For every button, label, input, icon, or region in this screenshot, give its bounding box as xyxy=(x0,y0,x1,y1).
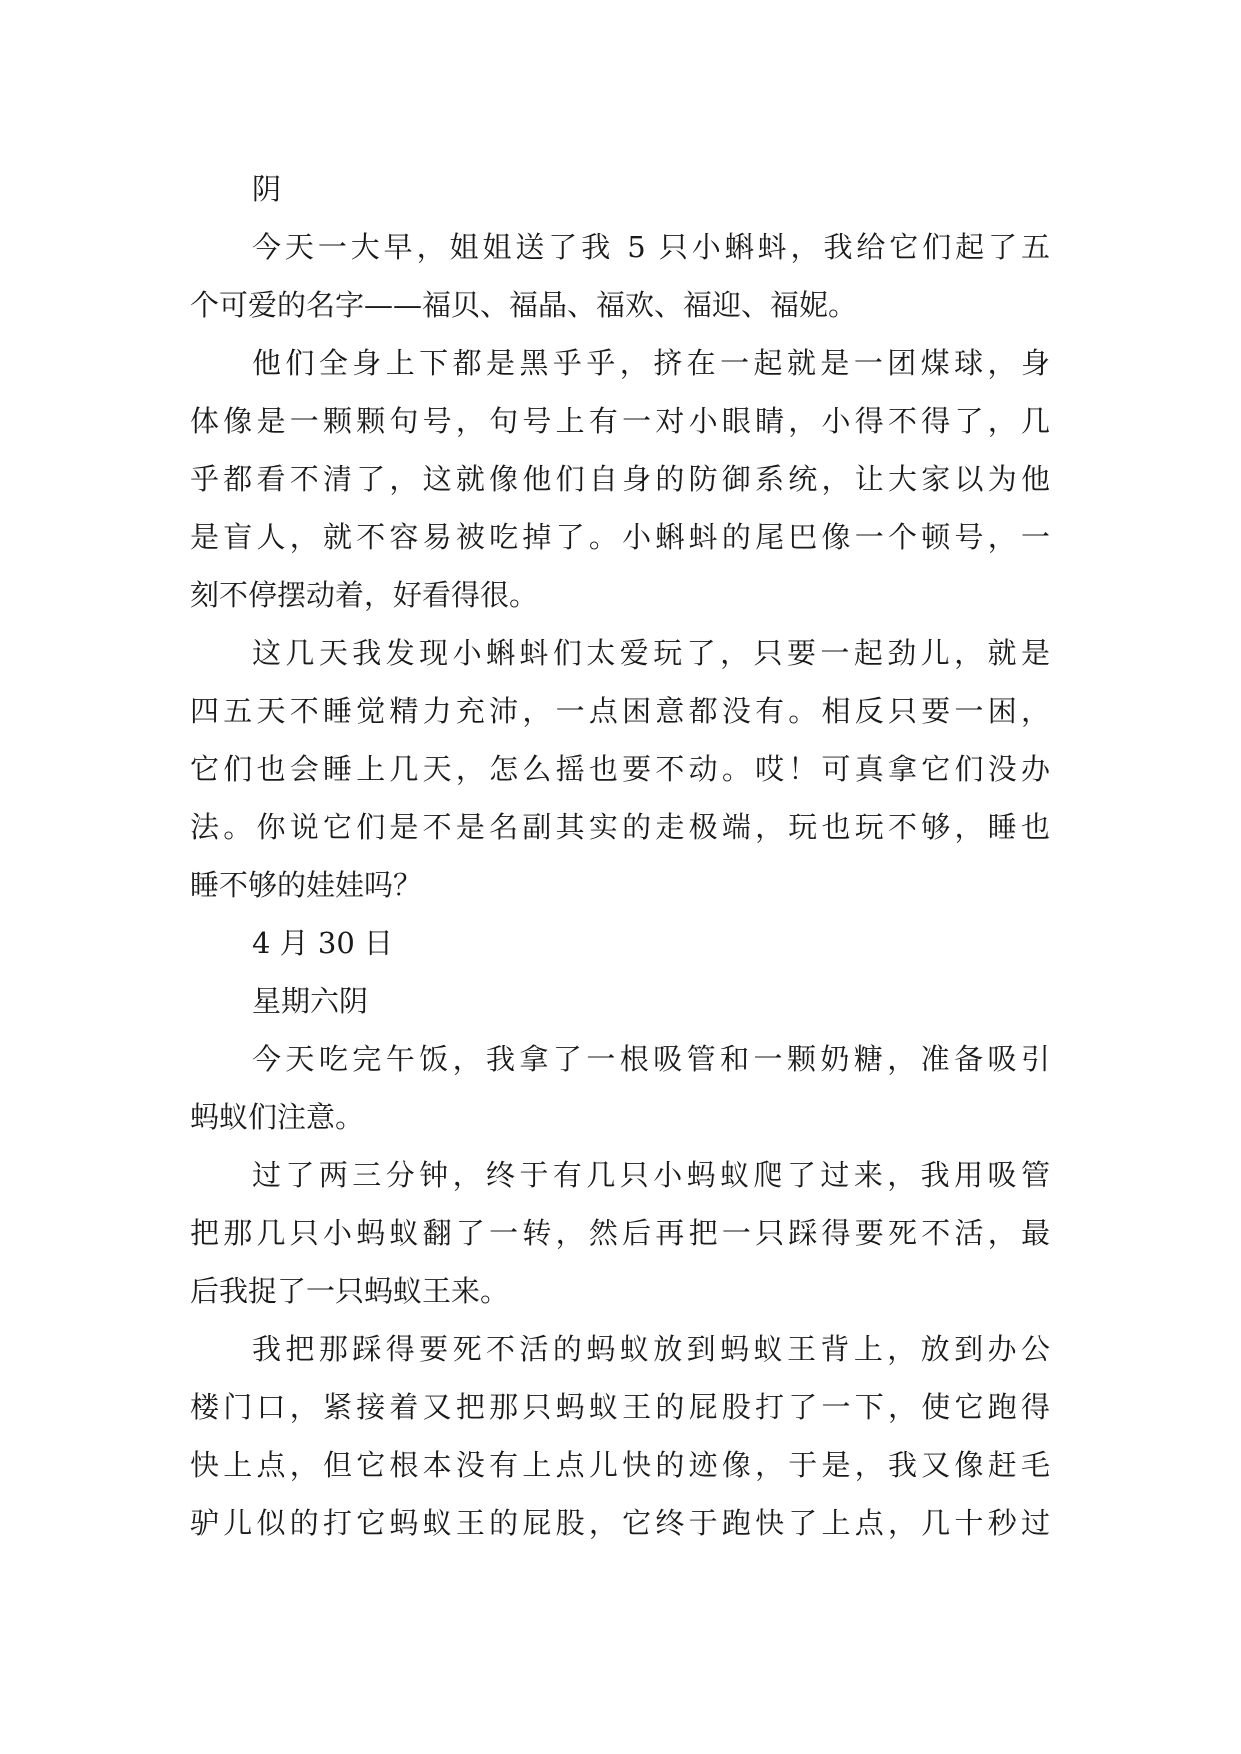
text-line: 它们也会睡上几天，怎么摇也要不动。哎！可真拿它们没办 xyxy=(190,752,1050,786)
text-line: 星期六阴 xyxy=(252,984,369,1018)
text-line: 睡不够的娃娃吗？ xyxy=(190,868,423,902)
text-line: 体像是一颗颗句号，句号上有一对小眼睛，小得不得了，几 xyxy=(190,404,1050,438)
text-line: 法。你说它们是不是名副其实的走极端，玩也玩不够，睡也 xyxy=(190,810,1050,844)
text-line: 后我捉了一只蚂蚁王来。 xyxy=(190,1274,510,1308)
text-line: 我把那踩得要死不活的蚂蚁放到蚂蚁王背上，放到办公 xyxy=(252,1332,1050,1366)
text-line: 是盲人，就不容易被吃掉了。小蝌蚪的尾巴像一个顿号，一 xyxy=(190,520,1050,554)
text-line: 4 月 30 日 xyxy=(252,926,394,960)
document-page xyxy=(190,160,1050,1552)
text-line: 快上点，但它根本没有上点儿快的迹像，于是，我又像赶毛 xyxy=(190,1448,1050,1482)
text-line: 阴 xyxy=(252,172,282,206)
text-line: 这几天我发现小蝌蚪们太爱玩了，只要一起劲儿，就是 xyxy=(252,636,1050,670)
text-line: 个可爱的名字——福贝、福晶、福欢、福迎、福妮。 xyxy=(190,288,858,322)
text-line: 蚂蚁们注意。 xyxy=(190,1100,365,1134)
text-line: 今天吃完午饭，我拿了一根吸管和一颗奶糖，准备吸引 xyxy=(252,1042,1050,1076)
text-line: 驴儿似的打它蚂蚁王的屁股，它终于跑快了上点，几十秒过 xyxy=(190,1506,1050,1540)
text-line: 四五天不睡觉精力充沛，一点困意都没有。相反只要一困， xyxy=(190,694,1050,728)
text-line: 乎都看不清了，这就像他们自身的防御系统，让大家以为他 xyxy=(190,462,1050,496)
text-line: 今天一大早，姐姐送了我 5 只小蝌蚪，我给它们起了五 xyxy=(252,230,1050,264)
text-line: 刻不停摆动着，好看得很。 xyxy=(190,578,539,612)
text-line: 楼门口，紧接着又把那只蚂蚁王的屁股打了一下，使它跑得 xyxy=(190,1390,1050,1424)
text-line: 过了两三分钟，终于有几只小蚂蚁爬了过来，我用吸管 xyxy=(252,1158,1050,1192)
text-line: 他们全身上下都是黑乎乎，挤在一起就是一团煤球，身 xyxy=(252,346,1050,380)
text-line: 把那几只小蚂蚁翻了一转，然后再把一只踩得要死不活，最 xyxy=(190,1216,1050,1250)
